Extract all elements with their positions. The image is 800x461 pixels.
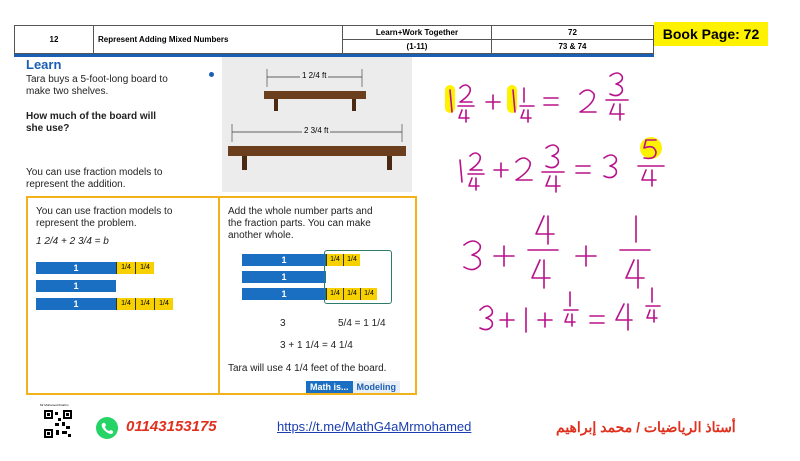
lesson-title: Represent Adding Mixed Numbers: [94, 26, 343, 54]
model-panel-right: [218, 196, 417, 395]
handwriting-line-1: [450, 73, 628, 122]
qr-caption: Mr Mohamed Ibrahim: [40, 403, 69, 407]
panel-conclusion: Tara will use 4 1/4 feet of the board.: [228, 363, 387, 374]
panel-right-line: another whole.: [228, 230, 294, 241]
whole-bar: 1: [36, 298, 116, 310]
bottom-shelf-label: 2 3/4 ft: [304, 126, 329, 135]
phone-number[interactable]: 01143153175: [126, 418, 217, 435]
total-equation: 3 + 1 1/4 = 4 1/4: [280, 340, 353, 351]
teacher-name: أستاذ الرياضيات / محمد إبراهيم: [556, 419, 736, 435]
lesson-pages: 73 & 74: [492, 40, 654, 54]
quarter-bar: 1/4: [154, 298, 173, 310]
quarter-bar: 1/4: [116, 262, 135, 274]
learn-question-line: How much of the board will: [26, 111, 156, 122]
panel-right-line: Add the whole number parts and: [228, 206, 373, 217]
lesson-header-table: [14, 25, 654, 54]
handwritten-solution: [420, 60, 780, 350]
learn-title: Learn: [26, 57, 62, 72]
fraction-bar-row: [36, 298, 173, 310]
quarter-bar: 1/4: [116, 298, 135, 310]
modeling-label: Modeling: [353, 381, 401, 393]
math-is-label: Math is...: [306, 381, 353, 393]
panel-left-line: You can use fraction models to: [36, 206, 173, 217]
bullet-dot: [209, 72, 214, 77]
whole-bar: 1: [36, 280, 116, 292]
lesson-mode: Learn+Work Together: [343, 26, 492, 40]
qr-code-svg: [44, 410, 72, 438]
lesson-range: (1-11): [343, 40, 492, 54]
panel-left-text: [36, 206, 172, 230]
panel-right-line: the fraction parts. You can make: [228, 218, 371, 229]
telegram-link[interactable]: https://t.me/MathG4aMrmohamed: [277, 419, 472, 434]
whole-bar: 1: [242, 254, 326, 266]
regroup-box: [324, 250, 392, 304]
learn-note-line: represent the addition.: [26, 179, 126, 190]
whole-bar: 1: [36, 262, 116, 274]
learn-note: [26, 167, 162, 191]
whole-sum: 3: [280, 318, 286, 329]
panel-left-equation: 1 2/4 + 2 3/4 = b: [36, 236, 109, 247]
quarter-bar: 1/4: [135, 262, 154, 274]
whatsapp-icon[interactable]: [96, 417, 118, 439]
learn-note-line: You can use fraction models to: [26, 167, 163, 178]
handwriting-line-1-text: [430, 62, 431, 63]
top-shelf-label: 1 2/4 ft: [302, 71, 327, 80]
handwriting-line-3: [464, 216, 650, 288]
quarter-bar: 1/4: [326, 288, 343, 300]
handwriting-line-4: [480, 288, 660, 332]
quarter-bar: 1/4: [326, 254, 343, 266]
qr-code[interactable]: [44, 410, 72, 438]
panel-left-line: represent the problem.: [36, 218, 137, 229]
fraction-sum: 5/4 = 1 1/4: [338, 318, 386, 329]
learn-intro: [26, 74, 168, 98]
panel-right-text: [228, 206, 373, 242]
learn-intro-line: Tara buys a 5-foot-long board to: [26, 74, 168, 85]
learn-intro-line: make two shelves.: [26, 86, 109, 97]
book-page-badge: Book Page: 72: [654, 22, 768, 46]
lesson-number: 12: [15, 26, 94, 54]
quarter-bar: 1/4: [343, 288, 360, 300]
learn-question-line: she use?: [26, 123, 70, 134]
handwriting-text: [430, 62, 431, 63]
shelves-illustration: [222, 57, 412, 192]
quarter-bar: 1/4: [360, 288, 377, 300]
fraction-bar-row: [36, 262, 154, 274]
model-panel-left: [26, 196, 220, 395]
whole-bar: 1: [242, 271, 326, 283]
phone-glyph: [96, 417, 118, 439]
quarter-bar: 1/4: [135, 298, 154, 310]
lesson-page: 72: [492, 26, 654, 40]
learn-question: [26, 111, 156, 135]
whole-bar: 1: [242, 288, 326, 300]
math-is-tag: [306, 381, 400, 393]
quarter-bar: 1/4: [343, 254, 360, 266]
fraction-bar-row: [36, 280, 116, 292]
handwriting-line-2: [460, 140, 664, 192]
